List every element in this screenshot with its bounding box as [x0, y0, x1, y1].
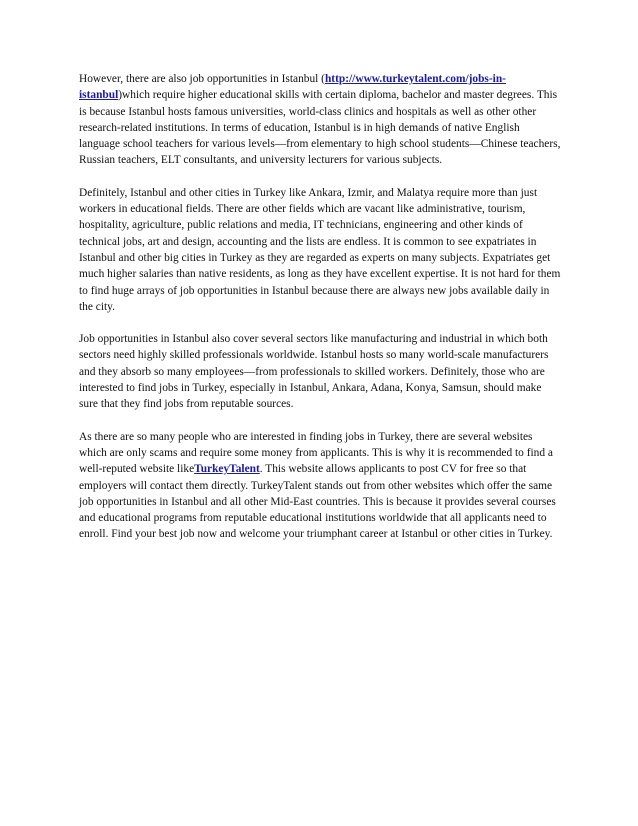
document-body: [79, 71, 563, 559]
paragraph-4: [79, 429, 563, 543]
paragraph-3: Job opportunities in Istanbul also cover several sectors like manufacturing and industrial in which both sectors need highly skilled professionals worldwide. Istanbul hosts so many world-scale manufacturers and they absorb so many employees—from professionals to skilled workers. Definitely, those who are interested to find jobs in Turkey, especially in Istanbul, Ankara, Adana, Konya, Samsun, should make sure that they find jobs from reputable sources.: [79, 333, 549, 411]
paragraph-2: Definitely, Istanbul and other cities in Turkey like Ankara, Izmir, and Malatya require more than just workers in educational fields. There are other fields which are vacant like administrative, tourism, hospitality, agriculture, public relations and media, IT technicians, engineering and other kinds of technical jobs, art and design, accounting and the lists are endless. It is common to see expatriates in Istanbul and other big cities in Turkey as they are regarded as experts on many subjects. Expatriates get much higher salaries than native residents, as long as they have excellent expertise. It is not hard for them to find huge arrays of job opportunities in Istanbul because there are always new jobs available daily in the city.: [79, 186, 561, 313]
paragraph-4-text-before: As there are so many people who are interested in finding jobs in Turkey, there are several websites which are only scams and require some money from applicants. This is why it is recommended to find a well-reputed website like: [79, 430, 553, 476]
paragraph-1-text-before: However, there are also job opportunities in Istanbul (: [79, 73, 325, 85]
paragraph-1: [79, 71, 563, 169]
paragraph-1-text-after: )which require higher educational skills with certain diploma, bachelor and master degrees. This is because Istanbul hosts famous universities, world-class clinics and hospitals as well as other other research-related institutions. In terms of education, Istanbul is in high demands of native English language school teachers for various levels—from elementary to high school students—Chinese teachers, Russian teachers, ELT consultants, and university lecturers for various subjects.: [79, 89, 561, 167]
turkeytalent-link[interactable]: TurkeyTalent: [194, 463, 260, 476]
turkeytalent-jobs-link[interactable]: http://www.turkeytalent.com/jobs-in-istanbul: [79, 73, 506, 102]
paragraph-4-text-after: . This website allows applicants to post CV for free so that employers will contact them directly. TurkeyTalent stands out from other websites which offer the same job opportunities in Istanbul and all other Mid-East countries. This is because it provides several courses and educational programs from reputable educational institutions worldwide that all applicants need to enroll. Find your best job now and welcome your triumphant career at Istanbul or other cities in Turkey.: [79, 463, 556, 541]
